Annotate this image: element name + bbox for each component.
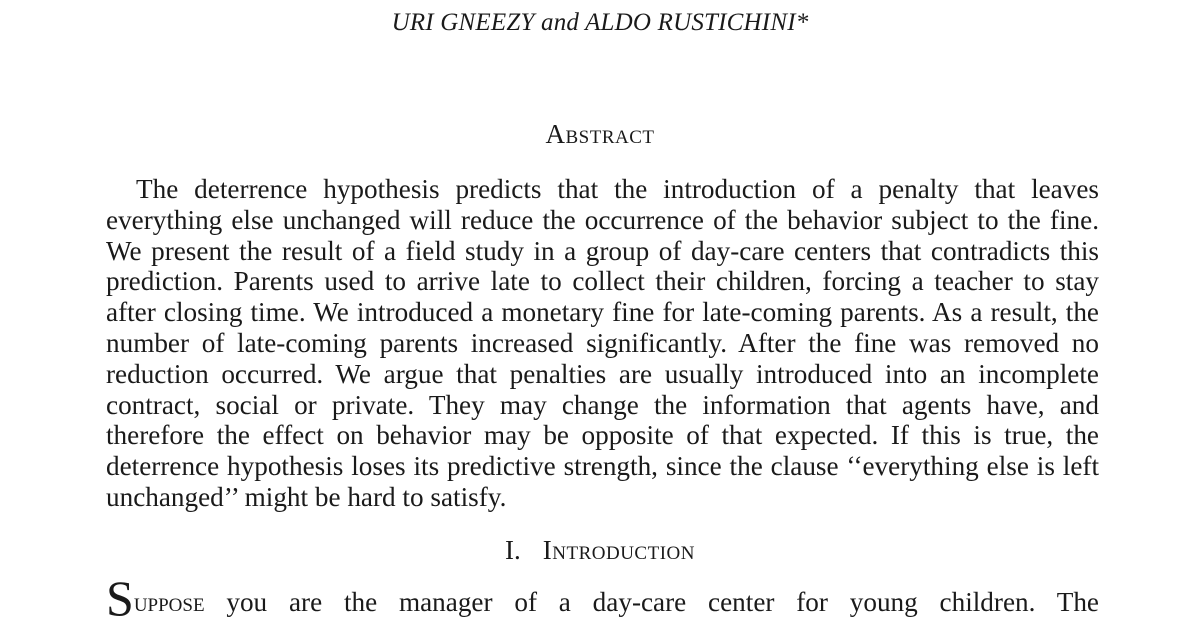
- section-heading: [0, 534, 1200, 566]
- drop-cap: S: [106, 570, 134, 626]
- intro-smallcaps-word: uppose: [133, 587, 205, 617]
- section-number: I.: [505, 535, 521, 565]
- intro-paragraph: [106, 570, 1099, 626]
- abstract-heading: Abstract: [545, 119, 655, 149]
- intro-text: you are the manager of a day-care center for young children. The: [204, 587, 1099, 617]
- section-title: Introduction: [542, 535, 695, 565]
- abstract-text: The deterrence hypothesis predicts that the introduction of a penalty that leaves everything else unchanged will reduce the occurrence of the behavior subject to the fine. We present the result of a field study in a group of day-care centers that contradicts this prediction. Parents used to arrive late to collect their children, forcing a teacher to stay after closing time. We introduced a monetary fine for late-coming parents. As a result, the number of late-coming parents increased significantly. After the fine was removed no reduction occurred. We argue that penalties are usually introduced into an incomplete contract, social or private. They may change the information that agents have, and therefore the effect on behavior may be opposite of that expected. If this is true, the deterrence hypothesis loses its predictive strength, since the clause ‘‘everything else is left unchanged’’ might be hard to satisfy.: [106, 174, 1099, 512]
- paper-authors: URI GNEEZY and ALDO RUSTICHINI*: [391, 9, 809, 36]
